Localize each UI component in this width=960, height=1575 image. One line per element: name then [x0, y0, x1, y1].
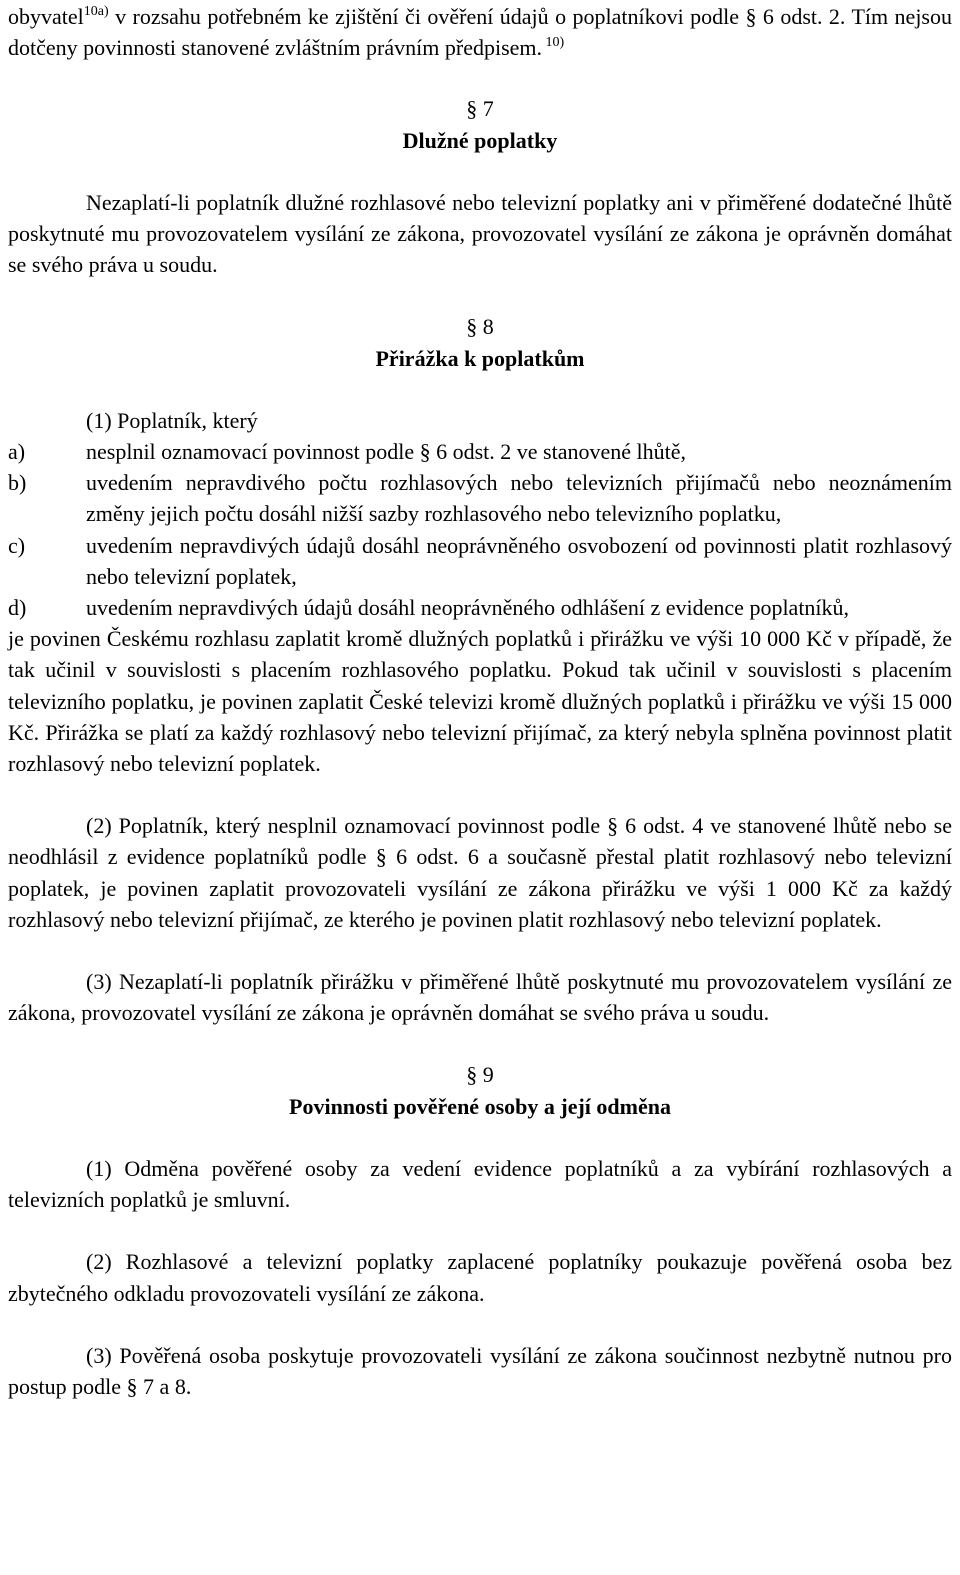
section-number: § 7	[466, 96, 494, 122]
list-item	[8, 592, 952, 623]
list-label: d)	[8, 595, 27, 621]
paragraph: (1) Odměna pověřené osoby za vedení evidence poplatníků a za vybírání rozhlasových a televizních poplatků je smluvní.	[8, 1155, 952, 1213]
list-text: uvedením nepravdivých údajů dosáhl neoprávněného osvobození od povinnosti platit rozhlasový nebo televizní poplatek,	[86, 532, 952, 589]
list-item	[8, 436, 952, 467]
paragraph: (2) Poplatník, který nesplnil oznamovací povinnost podle § 6 odst. 4 ve stanovené lhůtě nebo se neodhlásil z evidence poplatníků podle § 6 odst. 6 a současně přestal platit rozhlasový nebo televizní poplatek, je povinen zaplatit provozovateli vysílání ze zákona přirážku ve výši 1 000 Kč za každý rozhlasový nebo televizní přijímač, ze kterého je povinen platit rozhlasový nebo televizní poplatek.	[8, 813, 952, 932]
list-item	[8, 530, 952, 592]
list-text: uvedením nepravdivého počtu rozhlasových nebo televizních přijímačů nebo neoznámením změny jejich počtu dosáhl nižší sazby rozhlasového nebo televizního poplatku,	[86, 470, 952, 527]
paragraph: (3) Pověřená osoba poskytuje provozovateli vysílání ze zákona součinnost nezbytně nutnou pro postup podle § 7 a 8.	[8, 1342, 952, 1399]
list-item	[8, 467, 952, 529]
paragraph: (3) Nezaplatí-li poplatník přirážku v přiměřené lhůtě poskytnuté mu provozovatelem vysílání ze zákona, provozovatel vysílání ze zákona je oprávněn domáhat se svého práva u soudu.	[8, 969, 952, 1026]
paragraph-intro: (1) Poplatník, který	[86, 407, 258, 433]
list-label: c)	[8, 532, 26, 558]
section-number: § 9	[466, 1062, 494, 1088]
footnote-ref: 10)	[542, 35, 565, 51]
list-text: nesplnil oznamovací povinnost podle § 6 odst. 2 ve stanovené lhůtě,	[86, 439, 687, 465]
section-number: § 8	[466, 314, 494, 340]
paragraph: Nezaplatí-li poplatník dlužné rozhlasové nebo televizní poplatky ani v přiměřené dodatečné lhůtě poskytnuté mu provozovatelem vysílání ze zákona, provozovatel vysílání ze zákona je oprávněn domáhat se svého práva u soudu.	[8, 189, 952, 278]
list-text: uvedením nepravdivých údajů dosáhl neoprávněného odhlášení z evidence poplatníků,	[86, 595, 850, 621]
list-label: a)	[8, 439, 26, 465]
intro-paragraph: obyvatel$^{10a)}$ v rozsahu potřebném ke zjištění či ověření údajů o poplatníkovi podle § 6 odst. 2. Tím nejsou dotčeny povinnosti stanovené zvláštním právním předpisem. $^{10)}$	[8, 4, 952, 61]
section-title: Povinnosti pověřené osoby a její odměna	[289, 1093, 671, 1119]
paragraph: (2) Rozhlasové a televizní poplatky zaplacené poplatníky poukazuje pověřená osoba bez zbytečného odkladu provozovateli vysílání ze zákona.	[8, 1249, 952, 1306]
paragraph: je povinen Českému rozhlasu zaplatit kromě dlužných poplatků i přirážku ve výši 10 000 Kč v případě, že tak učinil v souvislosti s placením rozhlasového poplatku. Pokud tak učinil v souvislosti s placením televizního poplatku, je povinen zaplatit České televizi kromě dlužných poplatků i přirážku ve výši 15 000 Kč. Přirážka se platí za každý rozhlasový nebo televizní přijímač, za který nebyla splněna povinnost platit rozhlasový nebo televizní poplatek.	[8, 626, 952, 777]
footnote-ref: 10a)	[83, 4, 109, 19]
section-title: Dlužné poplatky	[402, 127, 558, 153]
list-label: b)	[8, 470, 27, 496]
section-title: Přirážka k poplatkům	[375, 345, 585, 371]
